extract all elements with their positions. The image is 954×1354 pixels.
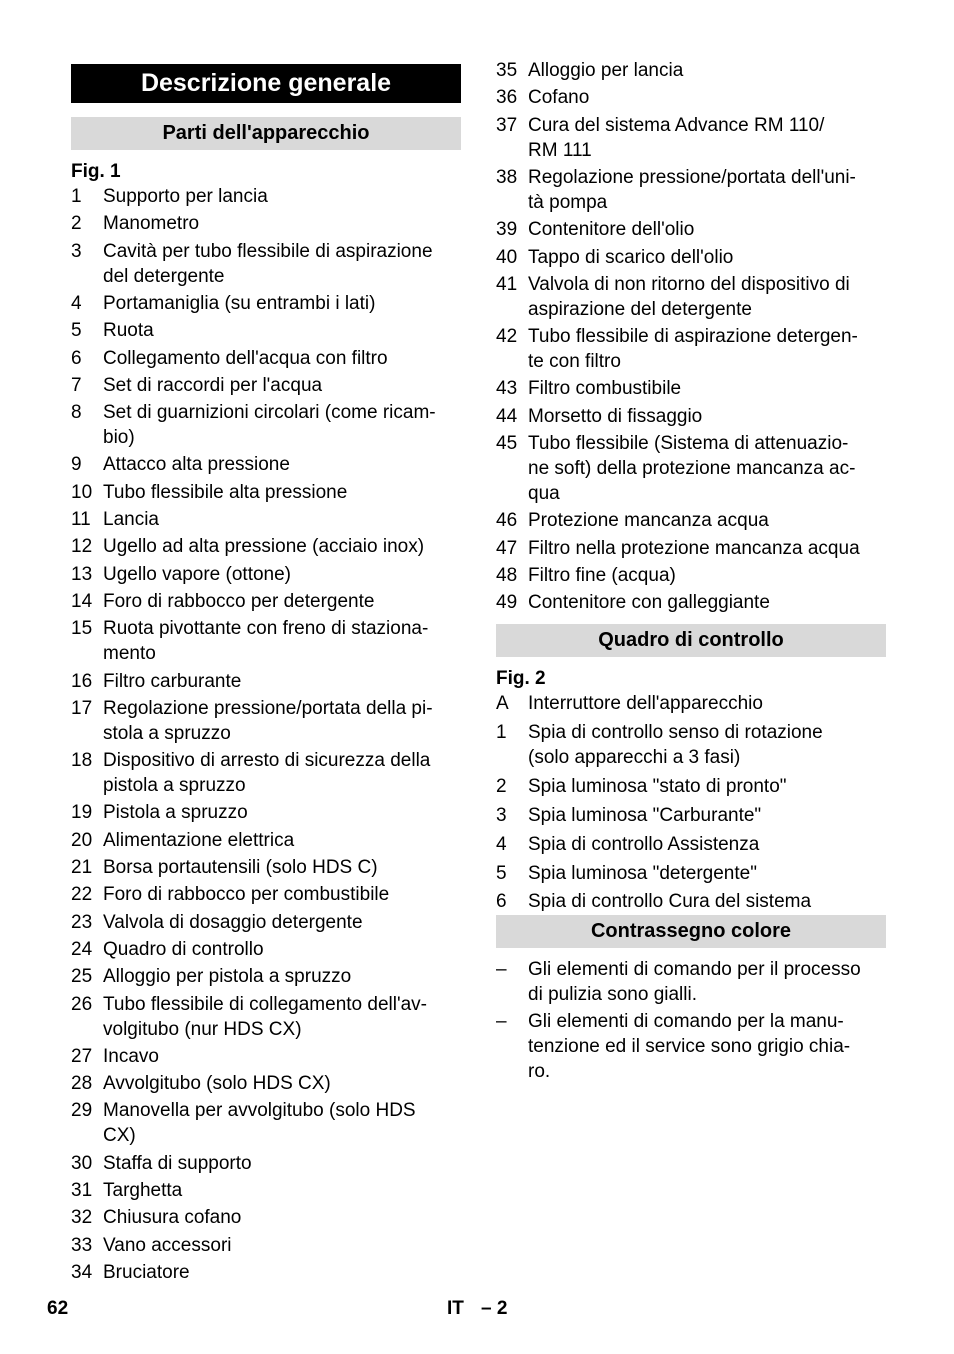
list-item-text xyxy=(103,1178,465,1203)
list-item-text xyxy=(103,211,465,236)
list-item-number: 48 xyxy=(496,564,518,586)
list-item-number: 22 xyxy=(71,884,93,906)
list-item-line: Ruota xyxy=(103,320,154,342)
list-item-text xyxy=(528,563,890,588)
list-item-number: 27 xyxy=(71,1045,93,1067)
list-item-line: stola a spruzzo xyxy=(103,722,231,744)
list-item-line: Cavità per tubo flessibile di aspirazione xyxy=(103,240,433,262)
list-item-number: 14 xyxy=(71,590,93,612)
list-item-line: Tubo flessibile (Sistema di attenuazio- xyxy=(528,433,849,454)
list-item-number: 2 xyxy=(71,213,82,235)
list-item-text xyxy=(103,318,465,343)
list-item-line: del detergente xyxy=(103,265,225,287)
list-item-number: 40 xyxy=(496,246,518,268)
list-item-text xyxy=(528,889,890,914)
list-item-number: 38 xyxy=(496,166,518,188)
list-item-text xyxy=(528,536,890,561)
list-item-line: Gli elementi di comando per il processo xyxy=(528,959,861,980)
list-item-text xyxy=(103,828,465,853)
list-item-text xyxy=(528,217,890,242)
list-item-line: bio) xyxy=(103,427,135,449)
list-item-line: Manovella per avvolgitubo (solo HDS xyxy=(103,1100,416,1122)
list-item-number: 21 xyxy=(71,857,93,878)
list-item-line: te con filtro xyxy=(528,351,621,373)
list-item-number: 36 xyxy=(496,87,518,109)
list-item-number: 19 xyxy=(71,802,93,824)
list-item-text xyxy=(528,957,890,1007)
list-item-line: Cura del sistema Advance RM 110/ xyxy=(528,114,825,136)
list-item-number: 47 xyxy=(496,537,518,559)
list-item-number: 41 xyxy=(496,273,518,295)
list-item-text xyxy=(103,1044,465,1069)
list-item-line: Foro di rabbocco per combustibile xyxy=(103,884,390,906)
list-item-text xyxy=(528,832,890,857)
list-item-line: Tubo flessibile di collegamento dell'av- xyxy=(103,993,427,1015)
list-item-text xyxy=(103,1098,465,1148)
list-item-text xyxy=(103,882,465,907)
list-item-text xyxy=(103,400,465,450)
list-item-line: Set di raccordi per l'acqua xyxy=(103,374,323,396)
page-title: Descrizione generale xyxy=(71,64,461,103)
list-item-line: Dispositivo di arresto di sicurezza della xyxy=(103,750,431,772)
list-item-number: 7 xyxy=(71,374,82,396)
list-item-text xyxy=(528,431,890,506)
list-item-text xyxy=(103,291,465,316)
list-item-number: 24 xyxy=(71,938,93,960)
list-item-line: Incavo xyxy=(103,1045,159,1067)
list-item-line: Spia di controllo senso di rotazione xyxy=(528,721,823,743)
list-item-line: Valvola di non ritorno del dispositivo di xyxy=(528,273,850,295)
list-item-text xyxy=(103,1071,465,1096)
list-item-text xyxy=(103,373,465,398)
list-item-text xyxy=(103,1233,465,1258)
list-item-line: Alloggio per lancia xyxy=(528,60,684,81)
list-item-line: Spia luminosa "stato di pronto" xyxy=(528,776,787,798)
list-item-line: Pistola a spruzzo xyxy=(103,802,248,824)
list-item-text xyxy=(103,910,465,935)
list-item-line: aspirazione del detergente xyxy=(528,298,752,320)
list-item-text xyxy=(103,480,465,505)
list-item-line: Targhetta xyxy=(103,1180,183,1201)
list-item-text xyxy=(103,1151,465,1176)
list-item-number: 1 xyxy=(496,721,507,743)
list-item-line: Filtro carburante xyxy=(103,670,242,692)
list-item-text xyxy=(528,58,890,83)
list-item-text xyxy=(103,937,465,962)
list-item-number: 29 xyxy=(71,1100,93,1122)
list-item-line: Ugello ad alta pressione (acciaio inox) xyxy=(103,536,425,558)
list-item-line: tenzione ed il service sono grigio chia- xyxy=(528,1036,851,1057)
list-item-number: 16 xyxy=(71,670,93,692)
list-item-text xyxy=(103,346,465,371)
list-item-number: 28 xyxy=(71,1073,93,1095)
list-item-text xyxy=(528,508,890,533)
list-item-line: RM 111 xyxy=(528,139,592,161)
list-item-text xyxy=(528,691,890,716)
section-heading-parts: Parti dell'apparecchio xyxy=(71,117,461,150)
language-code: IT xyxy=(447,1298,464,1319)
list-item-number: 31 xyxy=(71,1180,93,1201)
list-item-number: 12 xyxy=(71,536,93,558)
list-item-number: 35 xyxy=(496,60,518,81)
list-item-line: Collegamento dell'acqua con filtro xyxy=(103,347,388,369)
page-number: 62 xyxy=(47,1298,69,1319)
list-item-text xyxy=(528,376,890,401)
list-item-text xyxy=(528,720,890,770)
list-item-text xyxy=(528,324,890,374)
list-item-text xyxy=(103,800,465,825)
list-item-line: Spia luminosa "Carburante" xyxy=(528,804,762,826)
list-item-line: Borsa portautensili (solo HDS C) xyxy=(103,857,378,878)
list-item-number: 1 xyxy=(71,186,82,207)
list-item-number: 15 xyxy=(71,618,93,640)
list-item-number: 45 xyxy=(496,433,518,454)
list-item-line: Contenitore con galleggiante xyxy=(528,592,770,614)
section-heading-control-panel: Quadro di controllo xyxy=(496,624,886,657)
list-item-number: 49 xyxy=(496,592,518,614)
list-item-text xyxy=(528,1009,890,1084)
list-item-text xyxy=(528,85,890,110)
list-item-line: volgitubo (nur HDS CX) xyxy=(103,1018,302,1040)
list-item-text xyxy=(528,113,890,163)
list-item-line: pistola a spruzzo xyxy=(103,775,246,797)
list-item-line: Contenitore dell'olio xyxy=(528,219,695,241)
list-item-line: Tappo di scarico dell'olio xyxy=(528,246,734,268)
list-item-text xyxy=(103,1205,465,1230)
list-item-text xyxy=(103,855,465,880)
list-item-text xyxy=(103,616,465,666)
list-item-text xyxy=(528,861,890,886)
list-item-line: Set di guarnizioni circolari (come ricam- xyxy=(103,402,436,424)
list-item-number: 20 xyxy=(71,829,93,851)
list-item-line: ro. xyxy=(528,1061,551,1082)
list-item-text xyxy=(528,774,890,799)
list-item-number: 3 xyxy=(496,804,507,826)
list-item-text xyxy=(103,562,465,587)
list-item-line: Regolazione pressione/portata dell'uni- xyxy=(528,166,856,188)
fig-2-label: Fig. 2 xyxy=(496,668,546,689)
list-item-line: Lancia xyxy=(103,509,159,530)
list-item-line: Tubo flessibile alta pressione xyxy=(103,481,348,503)
list-item-number: 39 xyxy=(496,219,518,241)
list-item-line: Filtro fine (acqua) xyxy=(528,564,676,586)
list-item-line: Valvola di dosaggio detergente xyxy=(103,911,363,933)
list-item-line: Interruttore dell'apparecchio xyxy=(528,693,763,714)
list-item-line: di pulizia sono gialli. xyxy=(528,984,697,1005)
list-item-line: Spia di controllo Assistenza xyxy=(528,833,760,855)
list-item-number: 32 xyxy=(71,1207,93,1229)
list-item-text xyxy=(103,1260,465,1285)
list-item-line: Cofano xyxy=(528,87,590,109)
list-item-text xyxy=(528,165,890,215)
fig-1-label: Fig. 1 xyxy=(71,161,121,182)
list-item-text xyxy=(103,507,465,532)
list-item-line: Tubo flessibile di aspirazione detergen- xyxy=(528,326,858,348)
list-item-line: Manometro xyxy=(103,213,200,235)
list-item-number: 13 xyxy=(71,563,93,585)
list-item-number: 2 xyxy=(496,776,507,798)
list-item-number: 9 xyxy=(71,454,82,476)
list-item-number: 8 xyxy=(71,402,82,424)
list-item-number: 23 xyxy=(71,911,93,933)
list-item-number: – xyxy=(496,959,507,980)
list-item-text xyxy=(103,534,465,559)
list-item-number: 18 xyxy=(71,750,93,772)
list-item-number: 4 xyxy=(496,833,507,855)
list-item-line: Filtro combustibile xyxy=(528,378,682,400)
list-item-number: 5 xyxy=(71,320,82,342)
list-item-line: Spia di controllo Cura del sistema xyxy=(528,891,812,913)
list-item-text xyxy=(103,589,465,614)
list-item-text xyxy=(103,696,465,746)
list-item-number: 4 xyxy=(71,292,82,314)
list-item-number: 6 xyxy=(496,891,507,913)
list-item-line: Quadro di controllo xyxy=(103,938,264,960)
list-item-text xyxy=(528,590,890,615)
list-item-line: Chiusura cofano xyxy=(103,1207,242,1229)
list-item-text xyxy=(103,239,465,289)
list-item-line: Alloggio per pistola a spruzzo xyxy=(103,966,352,988)
list-item-number: 5 xyxy=(496,862,507,884)
list-item-text xyxy=(528,245,890,270)
list-item-text xyxy=(528,272,890,322)
list-item-number: 42 xyxy=(496,326,518,348)
list-item-number: 33 xyxy=(71,1234,93,1256)
list-item-number: 44 xyxy=(496,405,518,427)
list-item-line: Supporto per lancia xyxy=(103,186,268,207)
list-item-number: 34 xyxy=(71,1261,93,1283)
list-item-text xyxy=(103,748,465,798)
list-item-line: Staffa di supporto xyxy=(103,1152,252,1174)
list-item-line: Morsetto di fissaggio xyxy=(528,405,703,427)
list-item-line: Portamaniglia (su entrambi i lati) xyxy=(103,292,376,314)
list-item-line: Filtro nella protezione mancanza acqua xyxy=(528,537,860,559)
list-item-line: Foro di rabbocco per detergente xyxy=(103,590,375,612)
list-item-line: Ruota pivottante con freno di staziona- xyxy=(103,618,429,640)
list-item-text xyxy=(103,992,465,1042)
list-item-line: Alimentazione elettrica xyxy=(103,829,295,851)
list-item-line: Attacco alta pressione xyxy=(103,454,290,476)
list-item-line: Avvolgitubo (solo HDS CX) xyxy=(103,1073,331,1095)
list-item-text xyxy=(103,669,465,694)
list-item-number: 3 xyxy=(71,240,82,262)
list-item-line: Gli elementi di comando per la manu- xyxy=(528,1011,844,1032)
list-item-number: 30 xyxy=(71,1152,93,1174)
list-item-line: Regolazione pressione/portata della pi- xyxy=(103,697,433,719)
list-item-line: Spia luminosa "detergente" xyxy=(528,862,757,884)
list-item-number: A xyxy=(496,693,509,714)
list-item-line: Ugello vapore (ottone) xyxy=(103,563,291,585)
list-item-line: qua xyxy=(528,483,560,504)
list-item-number: 10 xyxy=(71,481,93,503)
list-item-text xyxy=(103,964,465,989)
list-item-number: 6 xyxy=(71,347,82,369)
list-item-number: 46 xyxy=(496,510,518,532)
list-item-number: 25 xyxy=(71,966,93,988)
list-item-number: 11 xyxy=(71,509,91,530)
list-item-number: 26 xyxy=(71,993,93,1015)
list-item-number: 37 xyxy=(496,114,518,136)
page-ref: – 2 xyxy=(481,1298,508,1319)
list-item-line: Protezione mancanza acqua xyxy=(528,510,769,532)
list-item-text xyxy=(528,404,890,429)
list-item-line: ne soft) della protezione mancanza ac- xyxy=(528,458,856,479)
list-item-line: (solo apparecchi a 3 fasi) xyxy=(528,746,741,768)
list-item-line: CX) xyxy=(103,1125,136,1147)
section-heading-color-coding: Contrassegno colore xyxy=(496,915,886,948)
list-item-number: 43 xyxy=(496,378,518,400)
list-item-line: mento xyxy=(103,643,156,665)
list-item-text xyxy=(103,452,465,477)
list-item-line: Vano accessori xyxy=(103,1234,232,1256)
list-item-text xyxy=(528,803,890,828)
list-item-line: tà pompa xyxy=(528,191,608,213)
list-item-line: Bruciatore xyxy=(103,1261,190,1283)
list-item-number: – xyxy=(496,1011,507,1032)
list-item-text xyxy=(103,184,465,209)
list-item-number: 17 xyxy=(71,697,93,719)
